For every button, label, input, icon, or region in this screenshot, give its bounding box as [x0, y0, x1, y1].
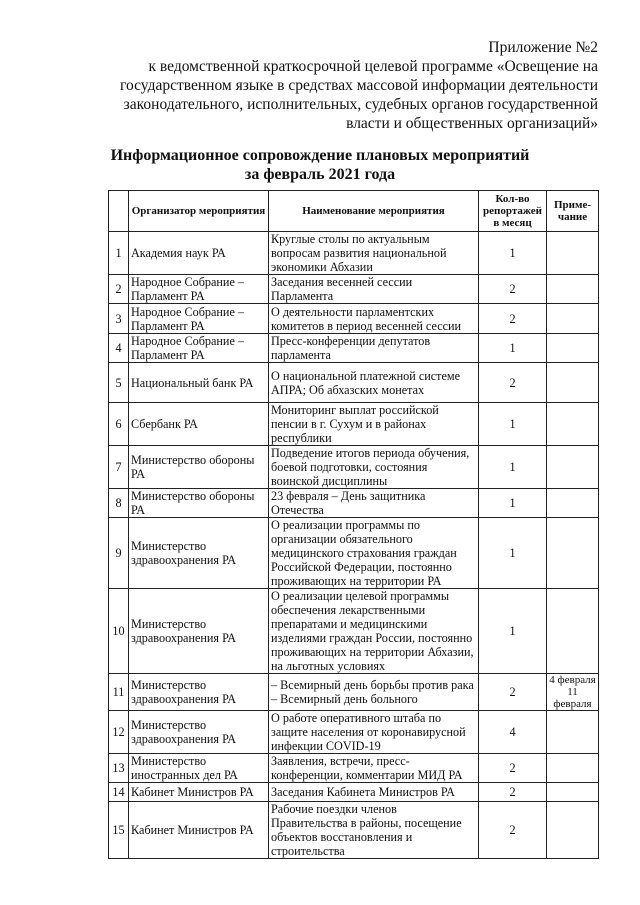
row-number: 3	[109, 304, 129, 334]
table-row	[109, 275, 599, 304]
note-cell	[547, 802, 599, 859]
count-cell: 1	[479, 232, 547, 275]
table-row	[109, 754, 599, 783]
events-table	[108, 190, 599, 859]
count-cell: 2	[479, 275, 547, 304]
note-cell	[547, 518, 599, 589]
event-cell: Рабочие поездки членов Правительства в районы, посещение объектов восстановления и строительства	[269, 802, 479, 859]
document-title	[0, 146, 640, 184]
organizer-cell: Министерство здравоохранения РА	[129, 518, 269, 589]
event-cell: Круглые столы по актуальным вопросам развития национальной экономики Абхазии	[269, 232, 479, 275]
count-cell: 1	[479, 589, 547, 674]
note-cell	[547, 783, 599, 802]
appendix-line: к ведомственной краткосрочной целевой программе «Освещение на	[148, 58, 598, 75]
appendix-line: Приложение №2	[488, 39, 598, 56]
appendix-header	[78, 38, 598, 133]
organizer-cell: Министерство иностранных дел РА	[129, 754, 269, 783]
note-cell: 4 февраля 11 февраля	[547, 674, 599, 711]
header-organizer: Организатор мероприятия	[129, 191, 269, 232]
note-cell	[547, 754, 599, 783]
header-note: Приме-чание	[547, 191, 599, 232]
row-number: 10	[109, 589, 129, 674]
count-cell: 1	[479, 489, 547, 518]
organizer-cell: Народное Собрание – Парламент РА	[129, 334, 269, 363]
count-cell: 1	[479, 518, 547, 589]
organizer-cell: Академия наук РА	[129, 232, 269, 275]
organizer-cell: Министерство здравоохранения РА	[129, 589, 269, 674]
count-cell: 2	[479, 754, 547, 783]
note-cell	[547, 446, 599, 489]
event-cell: Мониторинг выплат российской пенсии в г. Сухум и в районах республики	[269, 403, 479, 446]
row-number: 12	[109, 711, 129, 754]
event-cell: О деятельности парламентских комитетов в период весенней сессии	[269, 304, 479, 334]
note-cell	[547, 334, 599, 363]
event-cell: 23 февраля – День защитника Отечества	[269, 489, 479, 518]
note-cell	[547, 711, 599, 754]
count-cell: 1	[479, 446, 547, 489]
note-cell	[547, 489, 599, 518]
table-row	[109, 403, 599, 446]
row-number: 5	[109, 363, 129, 403]
event-cell: Пресс-конференции депутатов парламента	[269, 334, 479, 363]
event-cell: Подведение итогов периода обучения, боевой подготовки, состояния воинской дисциплины	[269, 446, 479, 489]
organizer-cell: Народное Собрание – Парламент РА	[129, 275, 269, 304]
count-cell: 2	[479, 783, 547, 802]
table-row	[109, 674, 599, 711]
row-number: 1	[109, 232, 129, 275]
table-row	[109, 802, 599, 859]
organizer-cell: Кабинет Министров РА	[129, 783, 269, 802]
title-line-1: Информационное сопровождение плановых мероприятий	[110, 147, 530, 164]
event-cell: Заседания Кабинета Министров РА	[269, 783, 479, 802]
count-cell: 1	[479, 334, 547, 363]
note-cell	[547, 589, 599, 674]
table-body	[109, 232, 599, 859]
appendix-line: власти и общественных организаций»	[346, 115, 598, 132]
row-number: 11	[109, 674, 129, 711]
header-num	[109, 191, 129, 232]
header-count: Кол-во репортажей в месяц	[479, 191, 547, 232]
row-number: 8	[109, 489, 129, 518]
table-row	[109, 232, 599, 275]
row-number: 2	[109, 275, 129, 304]
row-number: 15	[109, 802, 129, 859]
event-cell: О реализации целевой программы обеспечения лекарственными препаратами и медицинскими изделиями граждан России, постоянно проживающих на территории Абхазии, на льготных условиях	[269, 589, 479, 674]
note-cell	[547, 403, 599, 446]
event-cell: О реализации программы по организации обязательного медицинского страхования граждан Российской Федерации, постоянно проживающих на территории РА	[269, 518, 479, 589]
organizer-cell: Сбербанк РА	[129, 403, 269, 446]
table-row	[109, 589, 599, 674]
organizer-cell: Министерство обороны РА	[129, 489, 269, 518]
event-cell: Заседания весенней сессии Парламента	[269, 275, 479, 304]
table-row	[109, 783, 599, 802]
event-cell: Заявления, встречи, пресс-конференции, комментарии МИД РА	[269, 754, 479, 783]
table-row	[109, 334, 599, 363]
appendix-line: государственном языке в средствах массовой информации деятельности	[120, 77, 598, 94]
count-cell: 2	[479, 304, 547, 334]
count-cell: 2	[479, 363, 547, 403]
table-row	[109, 489, 599, 518]
event-cell: – Всемирный день борьбы против рака – Всемирный день больного	[269, 674, 479, 711]
note-cell	[547, 363, 599, 403]
row-number: 4	[109, 334, 129, 363]
row-number: 9	[109, 518, 129, 589]
organizer-cell: Национальный банк РА	[129, 363, 269, 403]
table-row	[109, 363, 599, 403]
event-cell: О работе оперативного штаба по защите населения от коронавирусной инфекции COVID-19	[269, 711, 479, 754]
table-row	[109, 518, 599, 589]
row-number: 14	[109, 783, 129, 802]
header-event: Наименование мероприятия	[269, 191, 479, 232]
count-cell: 1	[479, 403, 547, 446]
count-cell: 4	[479, 711, 547, 754]
table-row	[109, 446, 599, 489]
note-cell	[547, 304, 599, 334]
title-line-2: за февраль 2021 года	[244, 166, 396, 183]
row-number: 6	[109, 403, 129, 446]
row-number: 7	[109, 446, 129, 489]
count-cell: 2	[479, 802, 547, 859]
count-cell: 2	[479, 674, 547, 711]
appendix-line: законодательного, исполнительных, судебных органов государственной	[123, 96, 598, 113]
organizer-cell: Министерство здравоохранения РА	[129, 711, 269, 754]
table-header-row	[109, 191, 599, 232]
table-row	[109, 304, 599, 334]
note-cell	[547, 232, 599, 275]
table-row	[109, 711, 599, 754]
organizer-cell: Министерство здравоохранения РА	[129, 674, 269, 711]
row-number: 13	[109, 754, 129, 783]
organizer-cell: Кабинет Министров РА	[129, 802, 269, 859]
organizer-cell: Министерство обороны РА	[129, 446, 269, 489]
event-cell: О национальной платежной системе АПРА; Об абхазских монетах	[269, 363, 479, 403]
organizer-cell: Народное Собрание – Парламент РА	[129, 304, 269, 334]
note-cell	[547, 275, 599, 304]
